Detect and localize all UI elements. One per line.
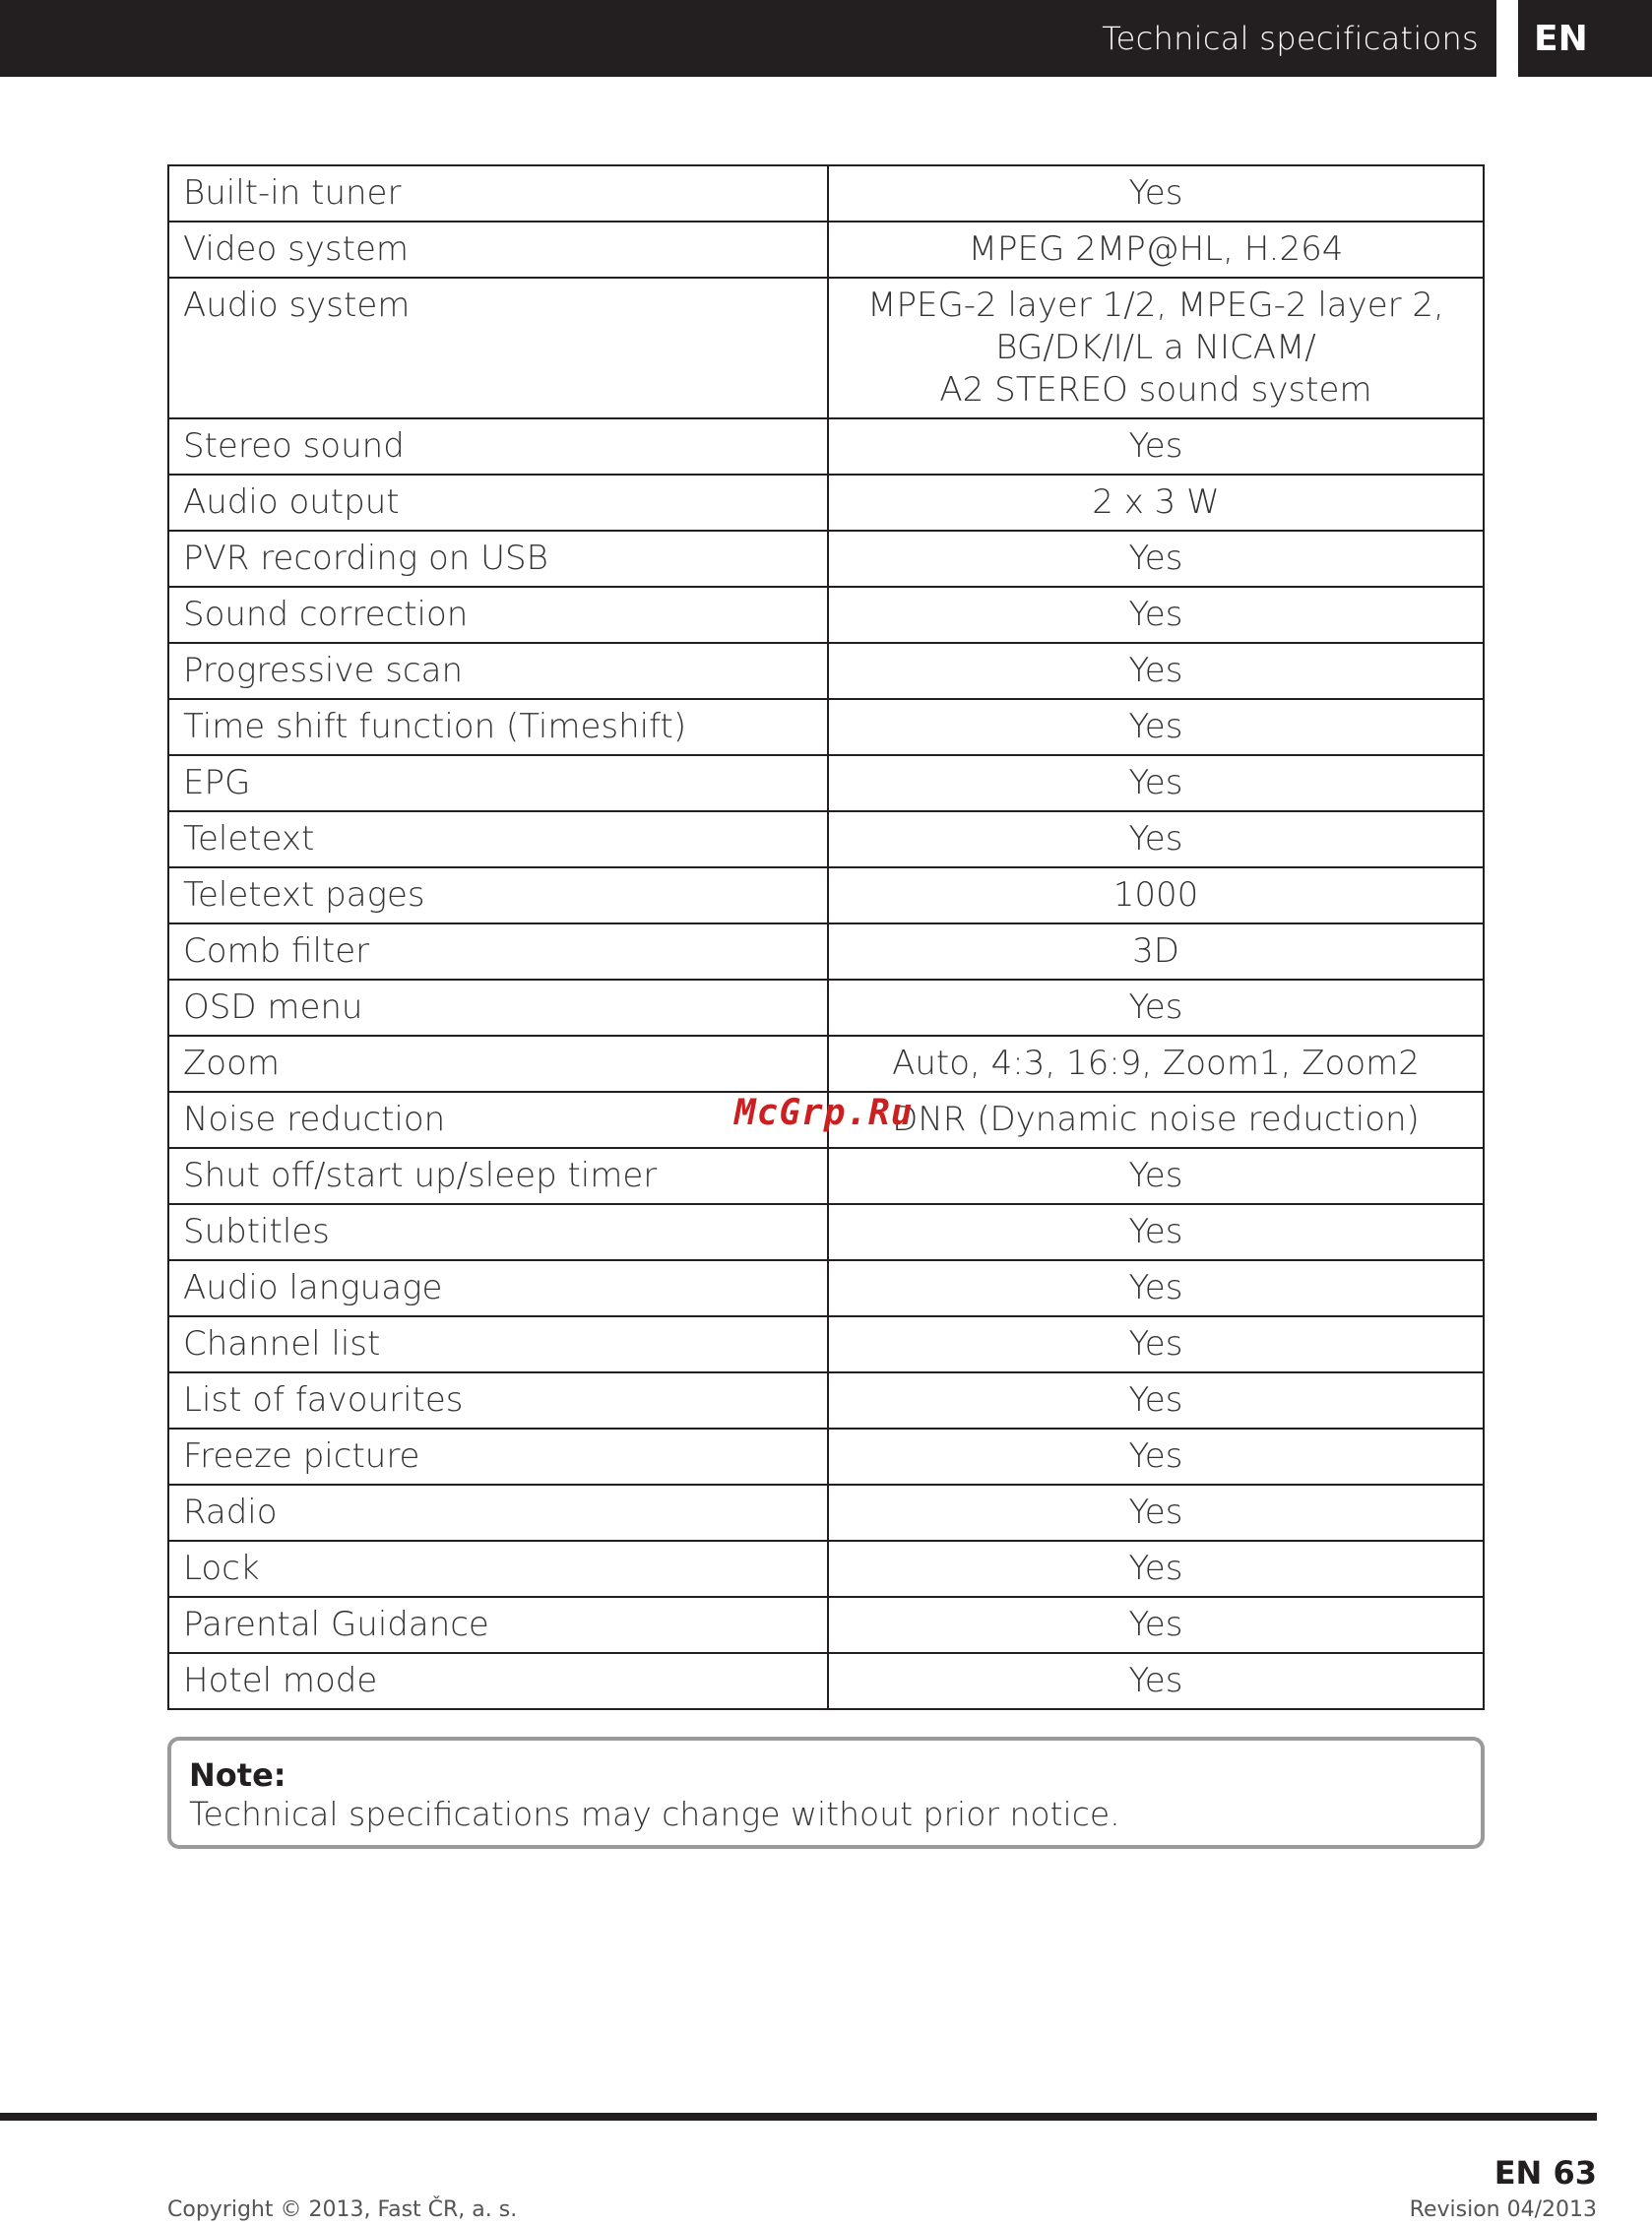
table-row — [168, 531, 1484, 587]
table-row — [168, 811, 1484, 867]
table-row — [168, 1036, 1484, 1092]
spec-value: 1000 — [828, 867, 1484, 923]
spec-label: Shut off/start up/sleep timer — [168, 1148, 828, 1204]
table-row — [168, 1372, 1484, 1429]
spec-value: Yes — [828, 1653, 1484, 1709]
spec-value: Yes — [828, 587, 1484, 643]
spec-value: 2 x 3 W — [828, 475, 1484, 531]
spec-label: OSD menu — [168, 980, 828, 1036]
spec-label: Audio system — [168, 278, 828, 418]
spec-label: Time shift function (Timeshift) — [168, 699, 828, 755]
spec-label: Noise reduction — [168, 1092, 828, 1148]
spec-value: MPEG-2 layer 1/2, MPEG-2 layer 2, BG/DK/I/L a NICAM/ A2 STEREO sound system — [828, 278, 1484, 418]
spec-value: Yes — [828, 1372, 1484, 1429]
spec-value: Yes — [828, 1204, 1484, 1260]
spec-label: Subtitles — [168, 1204, 828, 1260]
page-number: EN 63 — [1493, 2154, 1597, 2192]
spec-value: Yes — [828, 165, 1484, 222]
table-row — [168, 1597, 1484, 1653]
table-row — [168, 1429, 1484, 1485]
spec-label: Channel list — [168, 1316, 828, 1372]
table-row — [168, 418, 1484, 475]
section-title: Technical specifications — [1102, 20, 1479, 57]
spec-table — [167, 164, 1485, 1710]
spec-value: Yes — [828, 811, 1484, 867]
table-row — [168, 475, 1484, 531]
spec-label: Stereo sound — [168, 418, 828, 475]
header-bar — [0, 0, 1496, 77]
spec-label: EPG — [168, 755, 828, 811]
spec-value: Yes — [828, 1429, 1484, 1485]
watermark: McGrp.Ru — [734, 1093, 914, 1133]
spec-value: DNR (Dynamic noise reduction) — [828, 1092, 1484, 1148]
copyright: Copyright © 2013, Fast ČR, a. s. — [167, 2197, 518, 2222]
spec-value: Yes — [828, 418, 1484, 475]
spec-value: Yes — [828, 531, 1484, 587]
spec-label: List of favourites — [168, 1372, 828, 1429]
spec-value: 3D — [828, 923, 1484, 980]
spec-label: Radio — [168, 1485, 828, 1541]
note-title: Note: — [189, 1756, 286, 1794]
table-row — [168, 587, 1484, 643]
spec-label: Freeze picture — [168, 1429, 828, 1485]
table-row — [168, 1653, 1484, 1709]
table-row — [168, 1148, 1484, 1204]
table-row — [168, 165, 1484, 222]
table-row — [168, 867, 1484, 923]
revision: Revision 04/2013 — [1409, 2197, 1597, 2222]
note-box — [167, 1737, 1485, 1849]
table-row — [168, 1485, 1484, 1541]
spec-value: Yes — [828, 1148, 1484, 1204]
spec-value: Yes — [828, 1316, 1484, 1372]
spec-label: Audio language — [168, 1260, 828, 1316]
table-row — [168, 755, 1484, 811]
spec-label: Comb filter — [168, 923, 828, 980]
spec-label: Progressive scan — [168, 643, 828, 699]
spec-label: Lock — [168, 1541, 828, 1597]
spec-value: Yes — [828, 1260, 1484, 1316]
table-row — [168, 1204, 1484, 1260]
language-badge: EN — [1518, 0, 1652, 77]
spec-label: Video system — [168, 222, 828, 278]
table-row — [168, 1316, 1484, 1372]
table-row — [168, 643, 1484, 699]
spec-label: Zoom — [168, 1036, 828, 1092]
footer-rule — [0, 2113, 1597, 2121]
table-row — [168, 699, 1484, 755]
spec-table-body — [168, 165, 1484, 1709]
spec-label: Hotel mode — [168, 1653, 828, 1709]
spec-value: Yes — [828, 1485, 1484, 1541]
spec-value: Yes — [828, 980, 1484, 1036]
spec-label: PVR recording on USB — [168, 531, 828, 587]
spec-label: Audio output — [168, 475, 828, 531]
spec-label: Parental Guidance — [168, 1597, 828, 1653]
table-row — [168, 923, 1484, 980]
spec-value: Yes — [828, 1541, 1484, 1597]
spec-value: Yes — [828, 1597, 1484, 1653]
spec-label: Teletext — [168, 811, 828, 867]
spec-value: MPEG 2MP@HL, H.264 — [828, 222, 1484, 278]
spec-value: Auto, 4:3, 16:9, Zoom1, Zoom2 — [828, 1036, 1484, 1092]
spec-label: Teletext pages — [168, 867, 828, 923]
note-text: Technical specifications may change without prior notice. — [189, 1795, 1120, 1833]
spec-value: Yes — [828, 643, 1484, 699]
spec-label: Built-in tuner — [168, 165, 828, 222]
spec-value: Yes — [828, 755, 1484, 811]
spec-value: Yes — [828, 699, 1484, 755]
table-row — [168, 278, 1484, 418]
table-row — [168, 980, 1484, 1036]
table-row — [168, 1541, 1484, 1597]
table-row — [168, 222, 1484, 278]
spec-label: Sound correction — [168, 587, 828, 643]
table-row — [168, 1260, 1484, 1316]
